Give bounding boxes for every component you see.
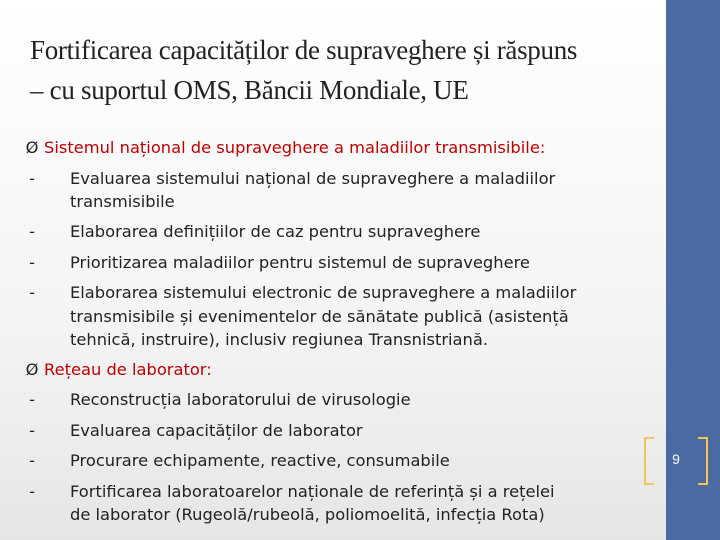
list-item: - Elaborarea sistemului electronic de supraveghere a maladiilor transmisibile și evenimentelor de sănătate publică (asistență tehnică, instruire), inclusiv regiunea Transnistriană. [22,278,652,355]
section-heading-laboratory: Ø Rețeau de laborator: [22,355,652,386]
list-item: - Evaluarea capacităților de laborator [22,416,652,447]
section-heading-surveillance: Ø Sistemul național de supraveghere a maladiilor transmisibile: [22,133,652,164]
dash-bullet: - [29,420,35,440]
dash-bullet: - [29,168,35,188]
page-number-badge [644,437,708,483]
title-line-2: – cu suportul OMS, Băncii Mondiale, UE [30,75,469,105]
arrow-bullet-icon: Ø [25,359,39,379]
dash-bullet: - [29,390,35,409]
dash-bullet: - [29,481,35,501]
slide-title [30,30,650,110]
arrow-bullet-icon: Ø [25,138,39,157]
dash-bullet: - [29,252,35,272]
dash-bullet: - [29,222,35,241]
list-item: - Evaluarea sistemului național de supraveghere a maladiilor transmisibile [22,164,652,218]
list-item: - Reconstrucția laboratorului de virusologie [22,385,652,416]
list-item: - Prioritizarea maladiilor pentru sistemul de supraveghere [22,248,652,279]
list-item: - Fortificarea laboratoarelor naționale de referință și a rețelei de laborator (Rugeolă/rubeolă, poliomoelită, infecția Rota) [22,477,652,531]
dash-bullet: - [29,451,35,470]
slide-body [22,133,652,530]
dash-bullet: - [29,283,35,302]
page-number: 9 [672,451,680,467]
title-line-1: Fortificarea capacităților de supraveghere și răspuns [30,35,578,65]
list-item: - Elaborarea definițiilor de caz pentru supraveghere [22,217,652,248]
list-item: - Procurare echipamente, reactive, consumabile [22,446,652,477]
